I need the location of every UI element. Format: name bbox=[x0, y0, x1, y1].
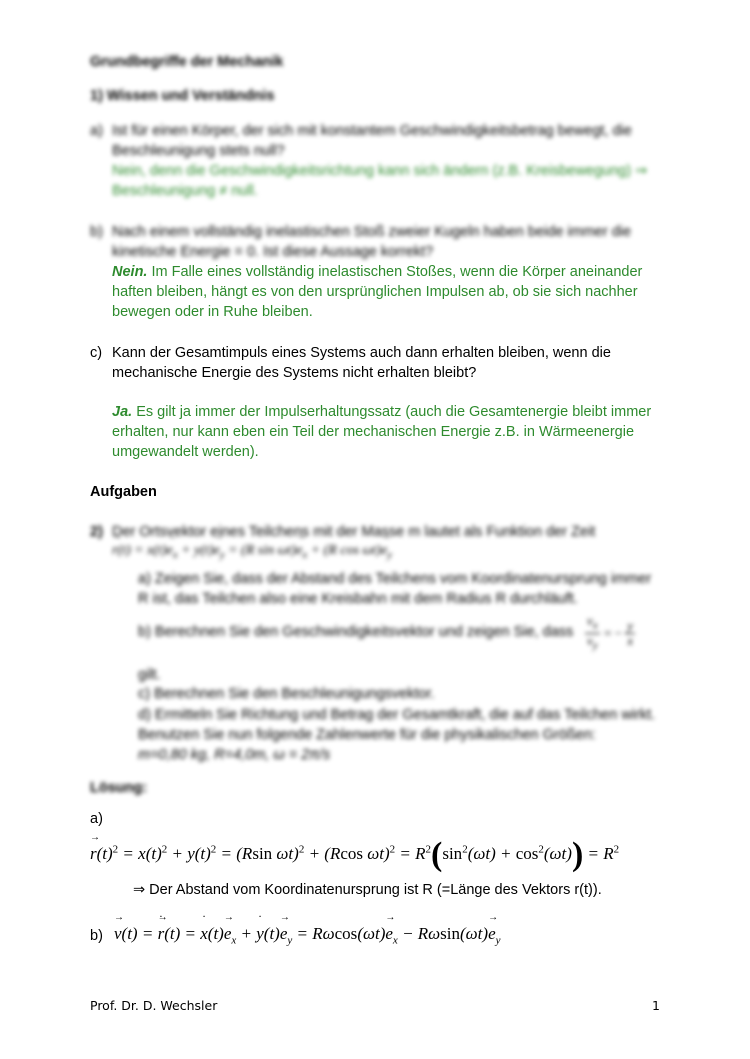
velocity-ratio-formula: $\frac{v_x}{v_y}$ = − $\frac{y}{x}$ bbox=[587, 613, 634, 652]
section-heading-wissen: 1) Wissen und Verständnis bbox=[90, 88, 275, 104]
task-2b-text: b) Berechnen Sie den Geschwindigkeitsvektor und zeigen Sie, dass bbox=[138, 624, 574, 640]
answer-c-text bbox=[112, 402, 652, 462]
document-title: Grundbegriffe der Mechanik bbox=[90, 54, 284, 70]
question-b-label: b) bbox=[90, 224, 103, 240]
answer-b-lead: Nein. bbox=[112, 264, 148, 280]
answer-b-body: Im Falle eines vollständig inelastischen Stoßes, wenn die Körper aneinander haften bleiben, hängt es von den ursprünglichen Impulsen ab, ob sie sich nachher bewegen oder in Ruhe bleiben. bbox=[112, 264, 643, 320]
task-2a-text: a) Zeigen Sie, dass der Abstand des Teilchens vom Koordinatenursprung immer R ist, das Teilchen also eine Kreisbahn mit dem Radius R durchläuft. bbox=[138, 571, 652, 607]
question-c-text: Kann der Gesamtimpuls eines Systems auch dann erhalten bleiben, wenn die mechanische Energie des Systems nicht erhalten bleibt? bbox=[112, 345, 611, 381]
task-2-intro: Der Ortsvektor eines Teilchens mit der Masse m lautet als Funktion der Zeit bbox=[112, 524, 596, 540]
solution-a-label: a) bbox=[90, 811, 103, 827]
task-2b-tail: gilt. bbox=[138, 667, 161, 683]
footer-page-number: 1 bbox=[652, 998, 660, 1013]
answer-a-text: Nein, denn die Geschwindigkeitsrichtung kann sich ändern (z.B. Kreisbewegung) ⇒ Beschleunigung ≠ null. bbox=[112, 163, 648, 199]
solution-a-conclusion: ⇒ Der Abstand vom Koordinatenursprung ist R (=Länge des Vektors r(t)). bbox=[133, 882, 602, 898]
position-vector-formula: → $r(t) = x(t)\to e_x + y(t)\to e_y = (R$ $\sin \omega t)\to e_x + (R$ $\cos \omega t)\to e_y$ bbox=[112, 543, 392, 561]
section-heading-aufgaben: Aufgaben bbox=[90, 484, 157, 500]
answer-c-body: Es gilt ja immer der Impulserhaltungssatz (auch die Gesamtenergie bleibt immer erhalten, nur kann eben ein Teil der mechanischen Energie z.B. in Wärmeenergie umgewandelt werden). bbox=[112, 404, 652, 460]
answer-c-lead: Ja. bbox=[112, 404, 133, 420]
answer-b-text bbox=[112, 262, 660, 322]
solution-b-formula: → v(t) = → ˙ r(t) = ˙ $x(t)\to e_x$ + ˙ $y(t)\to e_y = R\omega\cos(\omega t)\to e_x - R\omega\sin(\omega t)\to e_y$ bbox=[114, 924, 501, 946]
solution-b-label: b) bbox=[90, 928, 103, 944]
task-2d-values: m=0,80 kg, R=4,0m, ω = 2π/s bbox=[138, 747, 331, 763]
question-a-text: Ist für einen Körper, der sich mit konstantem Geschwindigkeitsbetrag bewegt, die Beschleunigung stets null? bbox=[112, 123, 632, 159]
task-2-label: 2) bbox=[90, 524, 103, 540]
solution-heading: Lösung: bbox=[90, 780, 148, 796]
solution-a-formula: → $r(t)^2 = x(t)^2 + y(t)^2 = (Rsin$ ωt)$^2$ + (Rcos $\omega t)^2 = R^2(\sin^2(\omega t) + \cos^2(\omega t)) = R^2$ bbox=[90, 836, 619, 874]
footer-author: Prof. Dr. D. Wechsler bbox=[90, 998, 218, 1013]
task-2c-text: c) Berechnen Sie den Beschleunigungsvektor. bbox=[138, 686, 435, 702]
question-a-label: a) bbox=[90, 123, 103, 139]
question-c-label: c) bbox=[90, 345, 103, 361]
task-2d-text: d) Ermitteln Sie Richtung und Betrag der Gesamtkraft, die auf das Teilchen wirkt. Benutzen Sie nun folgende Zahlenwerte für die physikalischen Größen: bbox=[138, 707, 656, 743]
question-b-text: Nach einem vollständig inelastischen Stoß zweier Kugeln haben beide immer die kinetische Energie = 0. Ist diese Aussage korrekt? bbox=[112, 224, 632, 260]
